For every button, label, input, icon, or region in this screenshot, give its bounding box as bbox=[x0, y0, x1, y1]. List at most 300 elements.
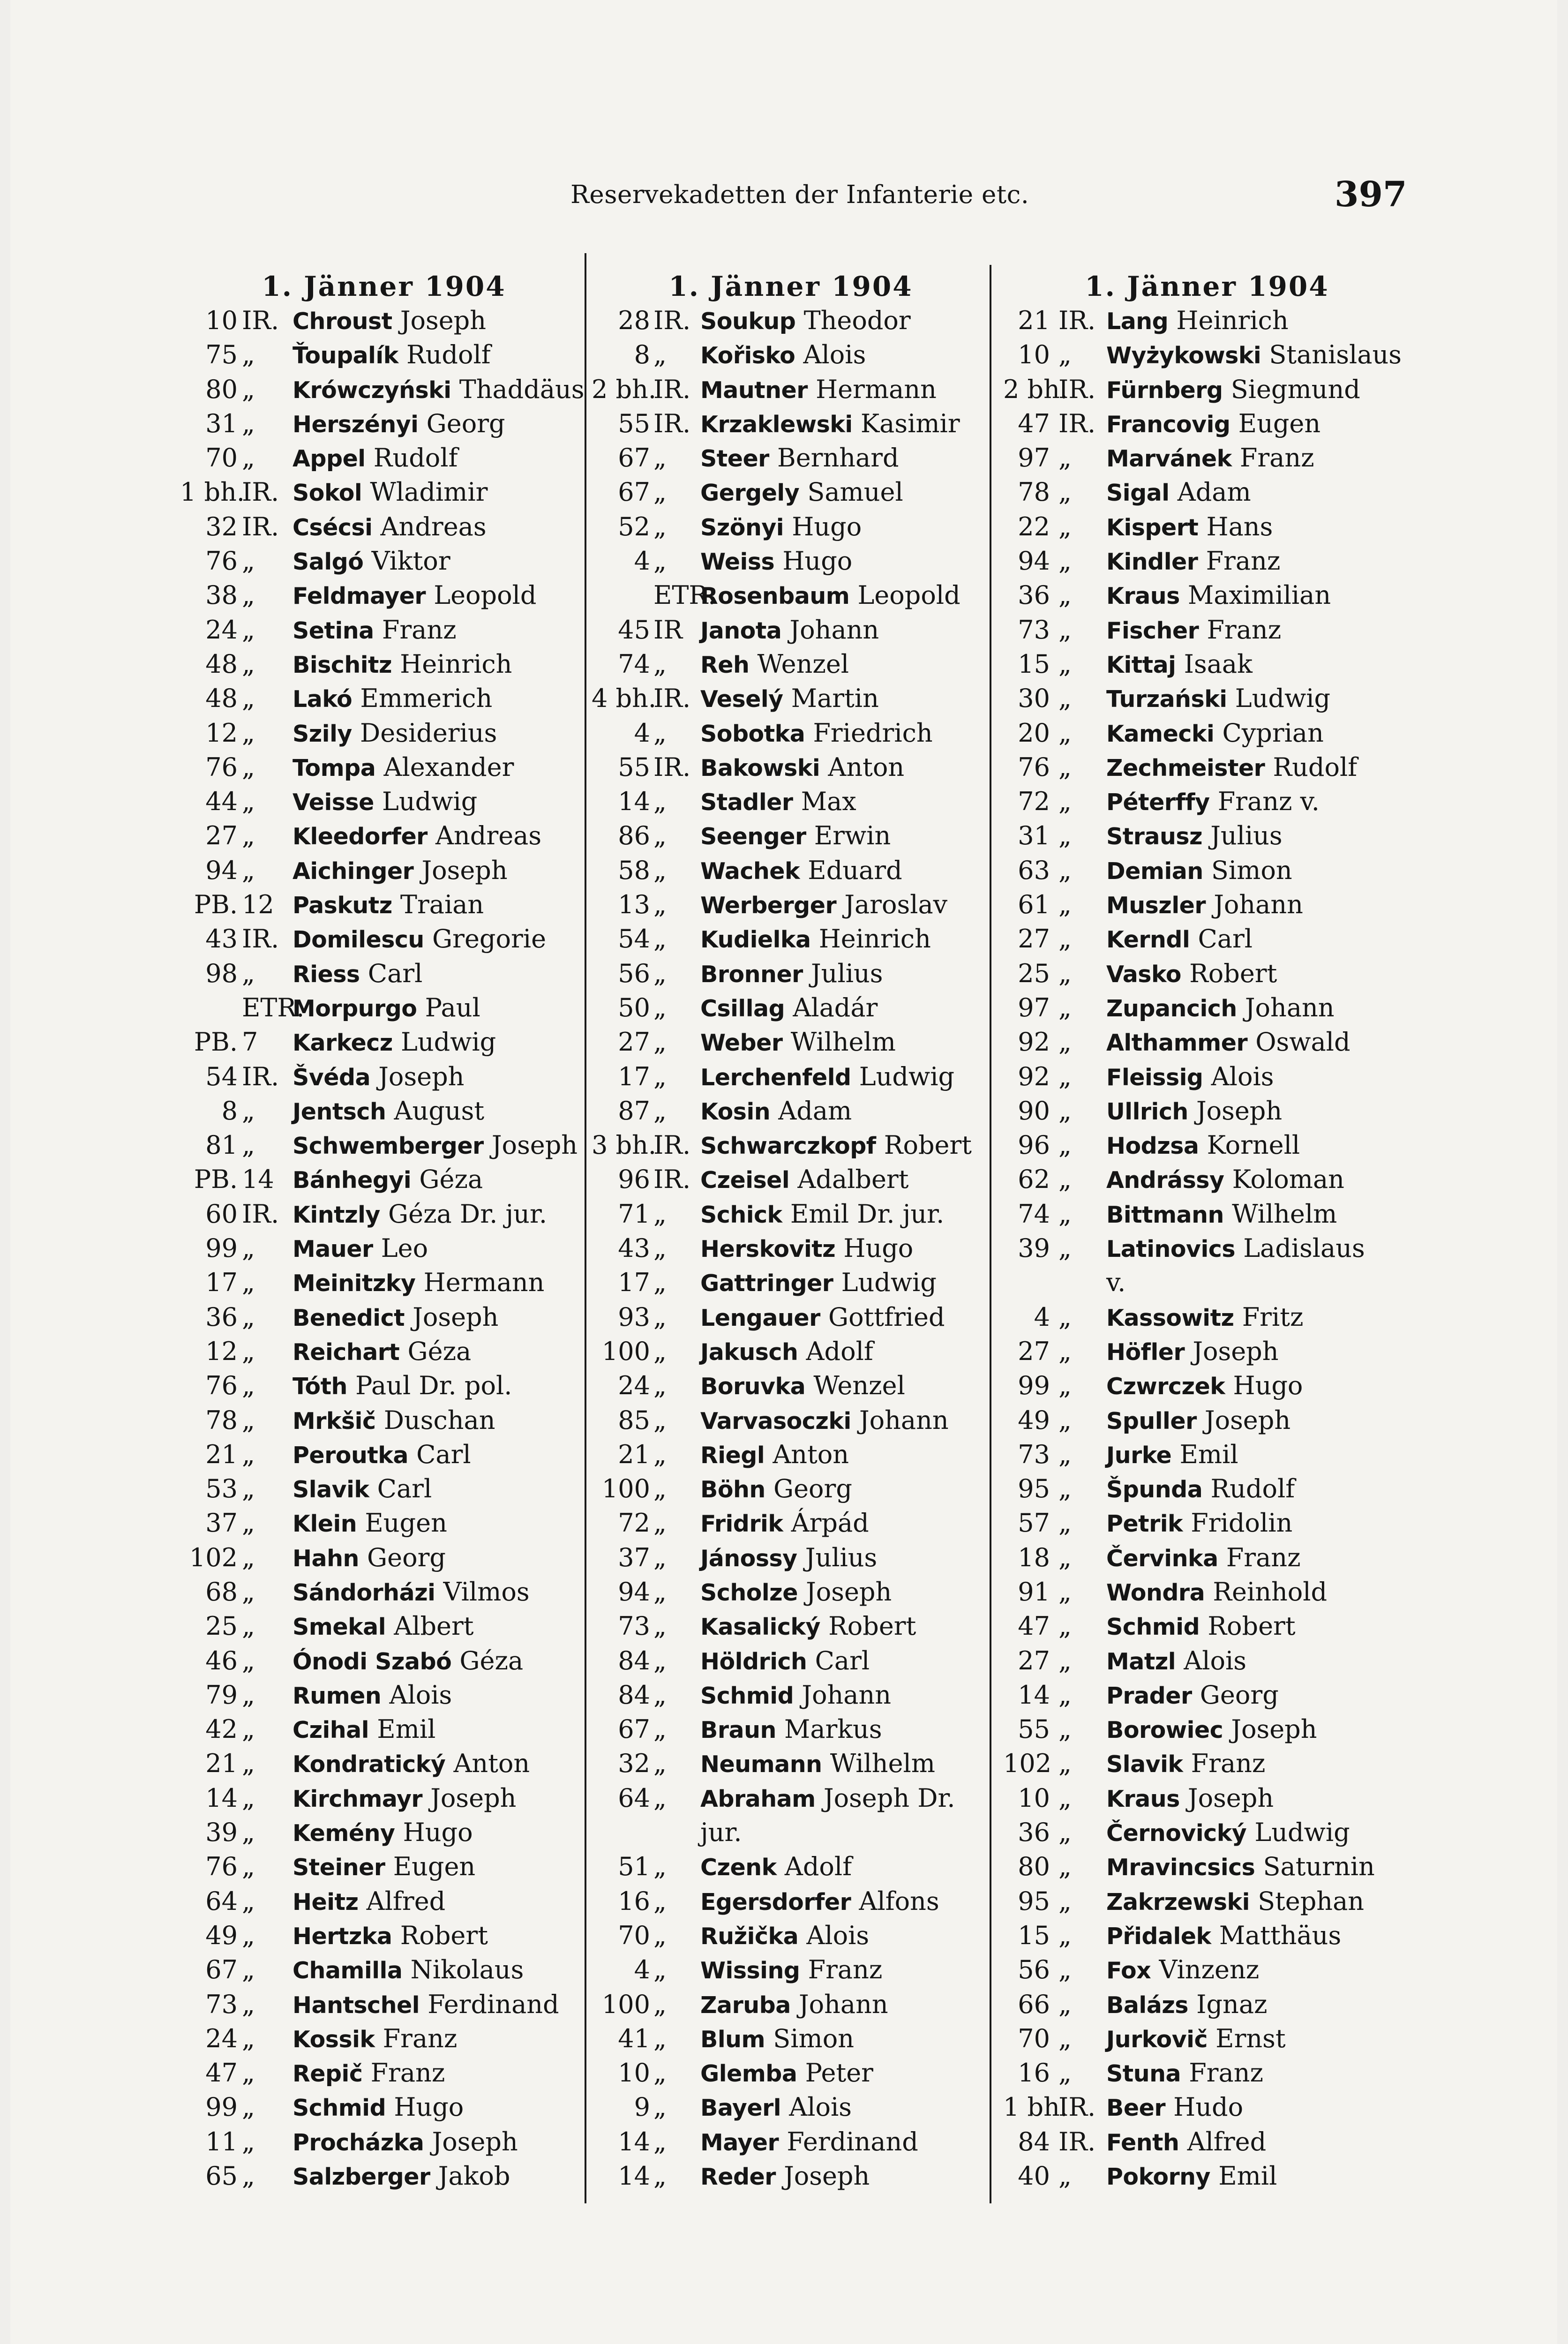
roster-entry bbox=[1003, 1987, 1411, 2021]
unit-type: IR. bbox=[653, 306, 691, 335]
roster-entry bbox=[180, 1849, 588, 1884]
roster-entry bbox=[180, 1815, 588, 1849]
roster-entry bbox=[592, 406, 990, 441]
unit-type: „ bbox=[653, 1096, 667, 1126]
cadet-name bbox=[700, 2056, 873, 2091]
regiment-number: 75 bbox=[205, 340, 238, 370]
given-name: Adolf bbox=[784, 1852, 852, 1882]
roster-entry bbox=[180, 372, 588, 406]
roster-entry bbox=[592, 1815, 990, 1849]
given-name: Rudolf bbox=[1273, 752, 1358, 782]
regiment-number: 21 bbox=[618, 1439, 650, 1469]
roster-entry bbox=[180, 853, 588, 887]
regiment-number: 4 bbox=[634, 1955, 650, 1985]
regiment-number: 56 bbox=[618, 958, 650, 988]
given-name: Adam bbox=[1177, 477, 1251, 507]
cadet-name bbox=[293, 1884, 445, 1919]
surname: Krówczyński bbox=[293, 376, 451, 404]
unit-type: „ bbox=[653, 546, 667, 576]
roster-entry bbox=[1003, 681, 1411, 715]
unit-type: „ bbox=[1058, 855, 1072, 885]
roster-entry bbox=[180, 1540, 588, 1575]
cadet-name bbox=[293, 1678, 452, 1713]
roster-entry bbox=[1003, 1678, 1411, 1712]
surname: Přidalek bbox=[1106, 1923, 1211, 1950]
unit-type: „ bbox=[1058, 1233, 1072, 1263]
roster-entry bbox=[592, 1128, 990, 1162]
roster-entry bbox=[592, 716, 990, 750]
surname: Lerchenfeld bbox=[700, 1064, 851, 1091]
roster-entry bbox=[1003, 784, 1411, 819]
given-name: Franz bbox=[1206, 546, 1281, 576]
regiment-number: 43 bbox=[205, 924, 238, 954]
surname: Ónodi Szabó bbox=[293, 1648, 452, 1675]
given-name: Joseph bbox=[378, 1061, 465, 1091]
regiment-number: 62 bbox=[1018, 1164, 1050, 1195]
given-name: Wladimir bbox=[370, 477, 488, 507]
cadet-name bbox=[700, 991, 878, 1026]
cadet-name bbox=[700, 1334, 873, 1369]
given-name: Carl bbox=[377, 1474, 432, 1504]
cadet-name bbox=[700, 1540, 877, 1576]
cadet-name bbox=[700, 1884, 939, 1919]
unit-type: „ bbox=[1058, 443, 1072, 473]
cadet-name bbox=[293, 2159, 510, 2194]
cadet-name bbox=[700, 1472, 852, 1507]
regiment-number: 48 bbox=[205, 649, 238, 679]
unit-type: „ bbox=[242, 1439, 255, 1469]
unit-type: „ bbox=[653, 1645, 667, 1675]
regiment-number: 27 bbox=[1018, 924, 1050, 954]
regiment-number: 65 bbox=[205, 2161, 238, 2191]
given-name: Johann bbox=[802, 1680, 892, 1710]
regiment-number: 21 bbox=[205, 1749, 238, 1779]
regiment-number: 67 bbox=[618, 1714, 650, 1744]
unit-type: „ bbox=[1058, 890, 1072, 920]
cadet-name bbox=[293, 1368, 512, 1404]
regiment-number: 9 bbox=[634, 2092, 650, 2122]
cadet-name bbox=[700, 1128, 972, 1163]
unit-type: „ bbox=[653, 1268, 667, 1298]
surname: Kittaj bbox=[1106, 651, 1176, 678]
cadet-name bbox=[293, 956, 422, 992]
roster-entry bbox=[180, 716, 588, 750]
cadet-name bbox=[1106, 819, 1283, 854]
surname: Zupancich bbox=[1106, 995, 1237, 1022]
unit-type: „ bbox=[1058, 821, 1072, 851]
regiment-number: 72 bbox=[618, 1508, 650, 1538]
roster-entry bbox=[1003, 1334, 1411, 1368]
roster-entry bbox=[1003, 1231, 1411, 1265]
roster-entry bbox=[592, 922, 990, 956]
unit-type: „ bbox=[653, 1611, 667, 1641]
regiment-number: 85 bbox=[618, 1405, 650, 1435]
regiment-number: 99 bbox=[205, 2092, 238, 2122]
cadet-name bbox=[1106, 2090, 1243, 2125]
given-name: Heinrich bbox=[818, 924, 931, 954]
regiment-number: 58 bbox=[618, 855, 650, 885]
cadet-name bbox=[700, 887, 947, 923]
given-name: Wilhelm bbox=[1232, 1199, 1337, 1229]
cadet-name bbox=[700, 750, 904, 785]
unit-type: „ bbox=[653, 1680, 667, 1710]
roster-entry bbox=[180, 681, 588, 715]
unit-type: „ bbox=[653, 787, 667, 817]
cadet-name bbox=[293, 1849, 475, 1885]
given-name: Alois bbox=[789, 2092, 852, 2122]
cadet-name bbox=[293, 1540, 446, 1576]
surname: Sokol bbox=[293, 480, 362, 507]
surname: Werberger bbox=[700, 892, 837, 919]
given-name: Stephan bbox=[1258, 1886, 1365, 1916]
given-name: Géza bbox=[407, 1336, 472, 1366]
cadet-name bbox=[293, 716, 497, 751]
surname: Mayer bbox=[700, 2129, 779, 2156]
unit-type: „ bbox=[653, 1474, 667, 1504]
cadet-name bbox=[293, 372, 585, 407]
roster-entry bbox=[592, 1884, 990, 1918]
unit-type: „ bbox=[242, 958, 255, 988]
given-name: Heinrich bbox=[1176, 306, 1289, 335]
surname: Scholze bbox=[700, 1579, 798, 1606]
given-name: Desiderius bbox=[360, 718, 497, 748]
given-name: Robert bbox=[884, 1130, 972, 1160]
given-name: Kasimir bbox=[860, 408, 960, 438]
cadet-name bbox=[1106, 303, 1289, 338]
surname: Mrkšič bbox=[293, 1407, 376, 1435]
regiment-number: 81 bbox=[205, 1130, 238, 1160]
regiment-number: 8 bbox=[221, 1096, 238, 1126]
regiment-number: 4 bbox=[634, 718, 650, 748]
roster-entry bbox=[592, 1575, 990, 1609]
surname: Kraus bbox=[1106, 1785, 1180, 1812]
roster-entry bbox=[180, 1644, 588, 1678]
given-name: Joseph bbox=[784, 2161, 870, 2191]
cadet-name bbox=[700, 1437, 849, 1473]
roster-entry bbox=[592, 1197, 990, 1231]
surname: Fürnberg bbox=[1106, 376, 1223, 404]
roster-entry bbox=[1003, 853, 1411, 887]
surname: Czeisel bbox=[700, 1167, 790, 1194]
regiment-number: 27 bbox=[205, 821, 238, 851]
regiment-number: 37 bbox=[205, 1508, 238, 1538]
document-page bbox=[10, 0, 1557, 2344]
unit-type: „ bbox=[1058, 1920, 1072, 1950]
given-name: Kornell bbox=[1207, 1130, 1300, 1160]
given-name: Joseph bbox=[1193, 1336, 1279, 1366]
cadet-name bbox=[293, 819, 541, 854]
surname: Gergely bbox=[700, 480, 800, 507]
surname: Fischer bbox=[1106, 617, 1199, 644]
unit-type: „ bbox=[1058, 1989, 1072, 2019]
given-name: Hermann bbox=[423, 1268, 545, 1298]
regiment-number: 38 bbox=[205, 580, 238, 610]
roster-entry bbox=[180, 1368, 588, 1403]
given-name: Franz bbox=[1189, 2058, 1263, 2088]
regiment-number: 14 bbox=[205, 1783, 238, 1813]
roster-entry bbox=[592, 1334, 990, 1368]
unit-type: „ bbox=[653, 2161, 667, 2191]
cadet-name bbox=[293, 647, 512, 682]
regiment-number: 47 bbox=[1018, 408, 1050, 438]
roster-entry bbox=[1003, 1128, 1411, 1162]
unit-type: „ bbox=[242, 2161, 255, 2191]
cadet-name bbox=[293, 2021, 457, 2057]
cadet-name bbox=[700, 406, 960, 442]
roster-entry bbox=[1003, 441, 1411, 475]
given-name: Ignaz bbox=[1196, 1989, 1268, 2019]
roster-entry bbox=[1003, 1918, 1411, 1953]
roster-entry bbox=[180, 1575, 588, 1609]
regiment-number: 84 bbox=[618, 1680, 650, 1710]
surname: Marvánek bbox=[1106, 445, 1232, 473]
surname: Zakrzewski bbox=[1106, 1888, 1250, 1916]
cadet-name bbox=[1106, 1918, 1341, 1953]
unit-type: „ bbox=[1058, 1027, 1072, 1057]
roster-entry bbox=[1003, 922, 1411, 956]
unit-type: „ bbox=[1058, 511, 1072, 541]
cadet-name bbox=[1106, 406, 1320, 442]
given-name: Ladislaus bbox=[1243, 1233, 1365, 1263]
roster-entry bbox=[1003, 578, 1411, 612]
unit-type: „ bbox=[242, 1474, 255, 1504]
cadet-name bbox=[293, 2090, 464, 2125]
unit-type: „ bbox=[242, 2058, 255, 2088]
name-continuation: v. bbox=[1106, 1268, 1126, 1298]
cadet-name bbox=[293, 1987, 559, 2022]
surname: Zaruba bbox=[700, 1991, 791, 2019]
given-name: Joseph bbox=[1204, 1405, 1291, 1435]
regiment-number: 64 bbox=[618, 1783, 650, 1813]
given-name: Oswald bbox=[1255, 1027, 1350, 1057]
given-name: Georg bbox=[367, 1542, 446, 1572]
regiment-number: 4 bh. bbox=[592, 684, 657, 714]
roster-entry bbox=[1003, 1265, 1411, 1300]
unit-type: „ bbox=[242, 1749, 255, 1779]
unit-type: „ bbox=[1058, 2058, 1072, 2088]
given-name: Géza bbox=[459, 1645, 524, 1675]
given-name: Johann bbox=[1245, 992, 1335, 1022]
regiment-number: 36 bbox=[205, 1302, 238, 1332]
roster-entry bbox=[592, 1746, 990, 1781]
given-name: Ludwig bbox=[1254, 1818, 1350, 1848]
unit-type: „ bbox=[653, 1233, 667, 1263]
cadet-name bbox=[700, 1575, 892, 1610]
roster-column-1 bbox=[180, 270, 588, 2193]
given-name: Hermann bbox=[816, 374, 937, 404]
cadet-name bbox=[1106, 1540, 1301, 1576]
cadet-name bbox=[700, 1712, 882, 1747]
cadet-name bbox=[700, 1746, 935, 1781]
cadet-name bbox=[1106, 1162, 1344, 1197]
regiment-number: 15 bbox=[1018, 1920, 1050, 1950]
unit-type: „ bbox=[242, 1336, 255, 1366]
regiment-number: 16 bbox=[1018, 2058, 1050, 2088]
surname: Spuller bbox=[1106, 1407, 1197, 1435]
cadet-name bbox=[700, 544, 852, 579]
cadet-name bbox=[293, 1953, 524, 1988]
roster-entry bbox=[180, 887, 588, 922]
surname: Reder bbox=[700, 2164, 776, 2191]
roster-entry bbox=[180, 338, 588, 372]
regiment-number: 55 bbox=[1018, 1714, 1050, 1744]
cadet-name bbox=[293, 750, 514, 785]
cadet-name bbox=[700, 681, 879, 716]
given-name: Joseph bbox=[1187, 1783, 1274, 1813]
surname: Slavik bbox=[1106, 1751, 1183, 1778]
given-name: Viktor bbox=[371, 546, 450, 576]
surname: Beer bbox=[1106, 2095, 1165, 2122]
given-name: Isaak bbox=[1184, 649, 1253, 679]
roster-entry bbox=[592, 1231, 990, 1265]
given-name: Hugo bbox=[782, 546, 853, 576]
given-name: Ludwig bbox=[1235, 684, 1331, 714]
roster-entry bbox=[1003, 1025, 1411, 1059]
surname: Jánossy bbox=[700, 1545, 797, 1572]
unit-type: IR. bbox=[1058, 2092, 1096, 2122]
given-name: Siegmund bbox=[1230, 374, 1360, 404]
regiment-number: 97 bbox=[1018, 443, 1050, 473]
unit-type: „ bbox=[242, 1886, 255, 1916]
surname: Herszényi bbox=[293, 411, 419, 438]
unit-type: „ bbox=[1058, 340, 1072, 370]
column-divider bbox=[990, 265, 991, 2203]
surname: Balázs bbox=[1106, 1991, 1188, 2019]
regiment-number: 57 bbox=[1018, 1508, 1050, 1538]
given-name: Ernst bbox=[1215, 2023, 1286, 2053]
surname: Czenk bbox=[700, 1854, 777, 1881]
regiment-number: 76 bbox=[205, 752, 238, 782]
cadet-name bbox=[1106, 887, 1303, 923]
cadet-name bbox=[700, 2090, 852, 2125]
unit-type: „ bbox=[242, 1371, 255, 1401]
unit-type: „ bbox=[1058, 1371, 1072, 1401]
given-name: Jakob bbox=[438, 2161, 510, 2191]
regiment-number: 80 bbox=[205, 374, 238, 404]
surname: Lang bbox=[1106, 308, 1169, 335]
roster-entry bbox=[1003, 544, 1411, 578]
given-name: Franz bbox=[370, 2058, 445, 2088]
cadet-name bbox=[700, 1059, 954, 1095]
regiment-number: 10 bbox=[205, 306, 238, 335]
roster-entry bbox=[1003, 2090, 1411, 2124]
regiment-number: 52 bbox=[618, 511, 650, 541]
column-heading: 1. Jänner 1904 bbox=[262, 270, 506, 302]
surname: Fenth bbox=[1106, 2129, 1179, 2156]
surname: Herskovitz bbox=[700, 1236, 836, 1263]
regiment-number: 79 bbox=[205, 1680, 238, 1710]
surname: Fox bbox=[1106, 1957, 1151, 1984]
roster-entry bbox=[592, 1712, 990, 1746]
cadet-name bbox=[700, 1368, 905, 1404]
roster-entry bbox=[1003, 750, 1411, 784]
given-name: Nikolaus bbox=[410, 1955, 524, 1985]
regiment-number: 16 bbox=[618, 1886, 650, 1916]
surname: Hahn bbox=[293, 1545, 359, 1572]
surname: Rosenbaum bbox=[700, 583, 850, 610]
unit-type: „ bbox=[242, 1542, 255, 1572]
cadet-name bbox=[293, 1437, 471, 1473]
cadet-name bbox=[700, 1231, 913, 1266]
unit-type: „ bbox=[653, 477, 667, 507]
regiment-number: 42 bbox=[205, 1714, 238, 1744]
regiment-number: 2 bh. bbox=[592, 374, 657, 404]
cadet-name bbox=[1106, 544, 1280, 579]
surname: Veisse bbox=[293, 789, 374, 816]
roster-entry bbox=[592, 1368, 990, 1403]
regiment-number: 31 bbox=[1018, 821, 1050, 851]
surname: Mravincsics bbox=[1106, 1854, 1255, 1881]
surname: Matzl bbox=[1106, 1648, 1176, 1675]
unit-type: „ bbox=[242, 2092, 255, 2122]
regiment-number: 24 bbox=[205, 615, 238, 645]
roster-entry bbox=[592, 853, 990, 887]
unit-type: IR bbox=[653, 615, 683, 645]
given-name: Saturnin bbox=[1263, 1852, 1375, 1882]
unit-type: „ bbox=[1058, 1096, 1072, 1126]
cadet-name bbox=[1106, 991, 1335, 1026]
given-name: Maximilian bbox=[1187, 580, 1331, 610]
regiment-number: 1 bh. bbox=[1003, 2092, 1068, 2122]
roster-entry bbox=[180, 750, 588, 784]
surname: Appel bbox=[293, 445, 366, 473]
cadet-name bbox=[700, 784, 856, 819]
unit-type: „ bbox=[653, 443, 667, 473]
regiment-number: 22 bbox=[1018, 511, 1050, 541]
unit-type: „ bbox=[1058, 718, 1072, 748]
unit-type: „ bbox=[1058, 1680, 1072, 1710]
surname: Mauer bbox=[293, 1236, 373, 1263]
regiment-number: 55 bbox=[618, 752, 650, 782]
surname: Lengauer bbox=[700, 1304, 820, 1331]
surname: Turzański bbox=[1106, 686, 1227, 713]
regiment-number: 67 bbox=[618, 477, 650, 507]
regiment-number: 25 bbox=[1018, 958, 1050, 988]
cadet-name bbox=[293, 887, 484, 923]
cadet-name bbox=[293, 1334, 471, 1369]
roster-entry bbox=[1003, 647, 1411, 681]
cadet-name bbox=[293, 784, 477, 819]
cadet-name bbox=[1106, 1025, 1350, 1060]
regiment-number: 36 bbox=[1018, 580, 1050, 610]
surname: Boruvka bbox=[700, 1373, 806, 1400]
roster-entry bbox=[180, 1472, 588, 1506]
given-name: Adalbert bbox=[797, 1164, 909, 1195]
roster-entry bbox=[1003, 1849, 1411, 1884]
cadet-name bbox=[700, 303, 911, 338]
roster-entry bbox=[180, 1746, 588, 1781]
surname: Böhn bbox=[700, 1476, 765, 1503]
given-name: Peter bbox=[805, 2058, 873, 2088]
surname: Jurkovič bbox=[1106, 2026, 1208, 2053]
given-name: Johann bbox=[798, 1989, 888, 2019]
given-name: Friedrich bbox=[813, 718, 933, 748]
given-name: Paul bbox=[425, 992, 480, 1022]
unit-type: „ bbox=[653, 1302, 667, 1332]
cadet-name bbox=[700, 475, 903, 510]
regiment-number: 92 bbox=[1018, 1027, 1050, 1057]
given-name: Paul Dr. pol. bbox=[355, 1371, 512, 1401]
given-name: Alexander bbox=[383, 752, 514, 782]
cadet-name bbox=[293, 1094, 484, 1129]
given-name: Joseph Dr. bbox=[823, 1783, 955, 1813]
roster-entry bbox=[592, 1300, 990, 1334]
cadet-name bbox=[293, 1472, 432, 1507]
unit-type: „ bbox=[242, 1508, 255, 1538]
cadet-name bbox=[700, 853, 902, 888]
regiment-number: 14 bbox=[1018, 1680, 1050, 1710]
roster-entry bbox=[1003, 1815, 1411, 1849]
